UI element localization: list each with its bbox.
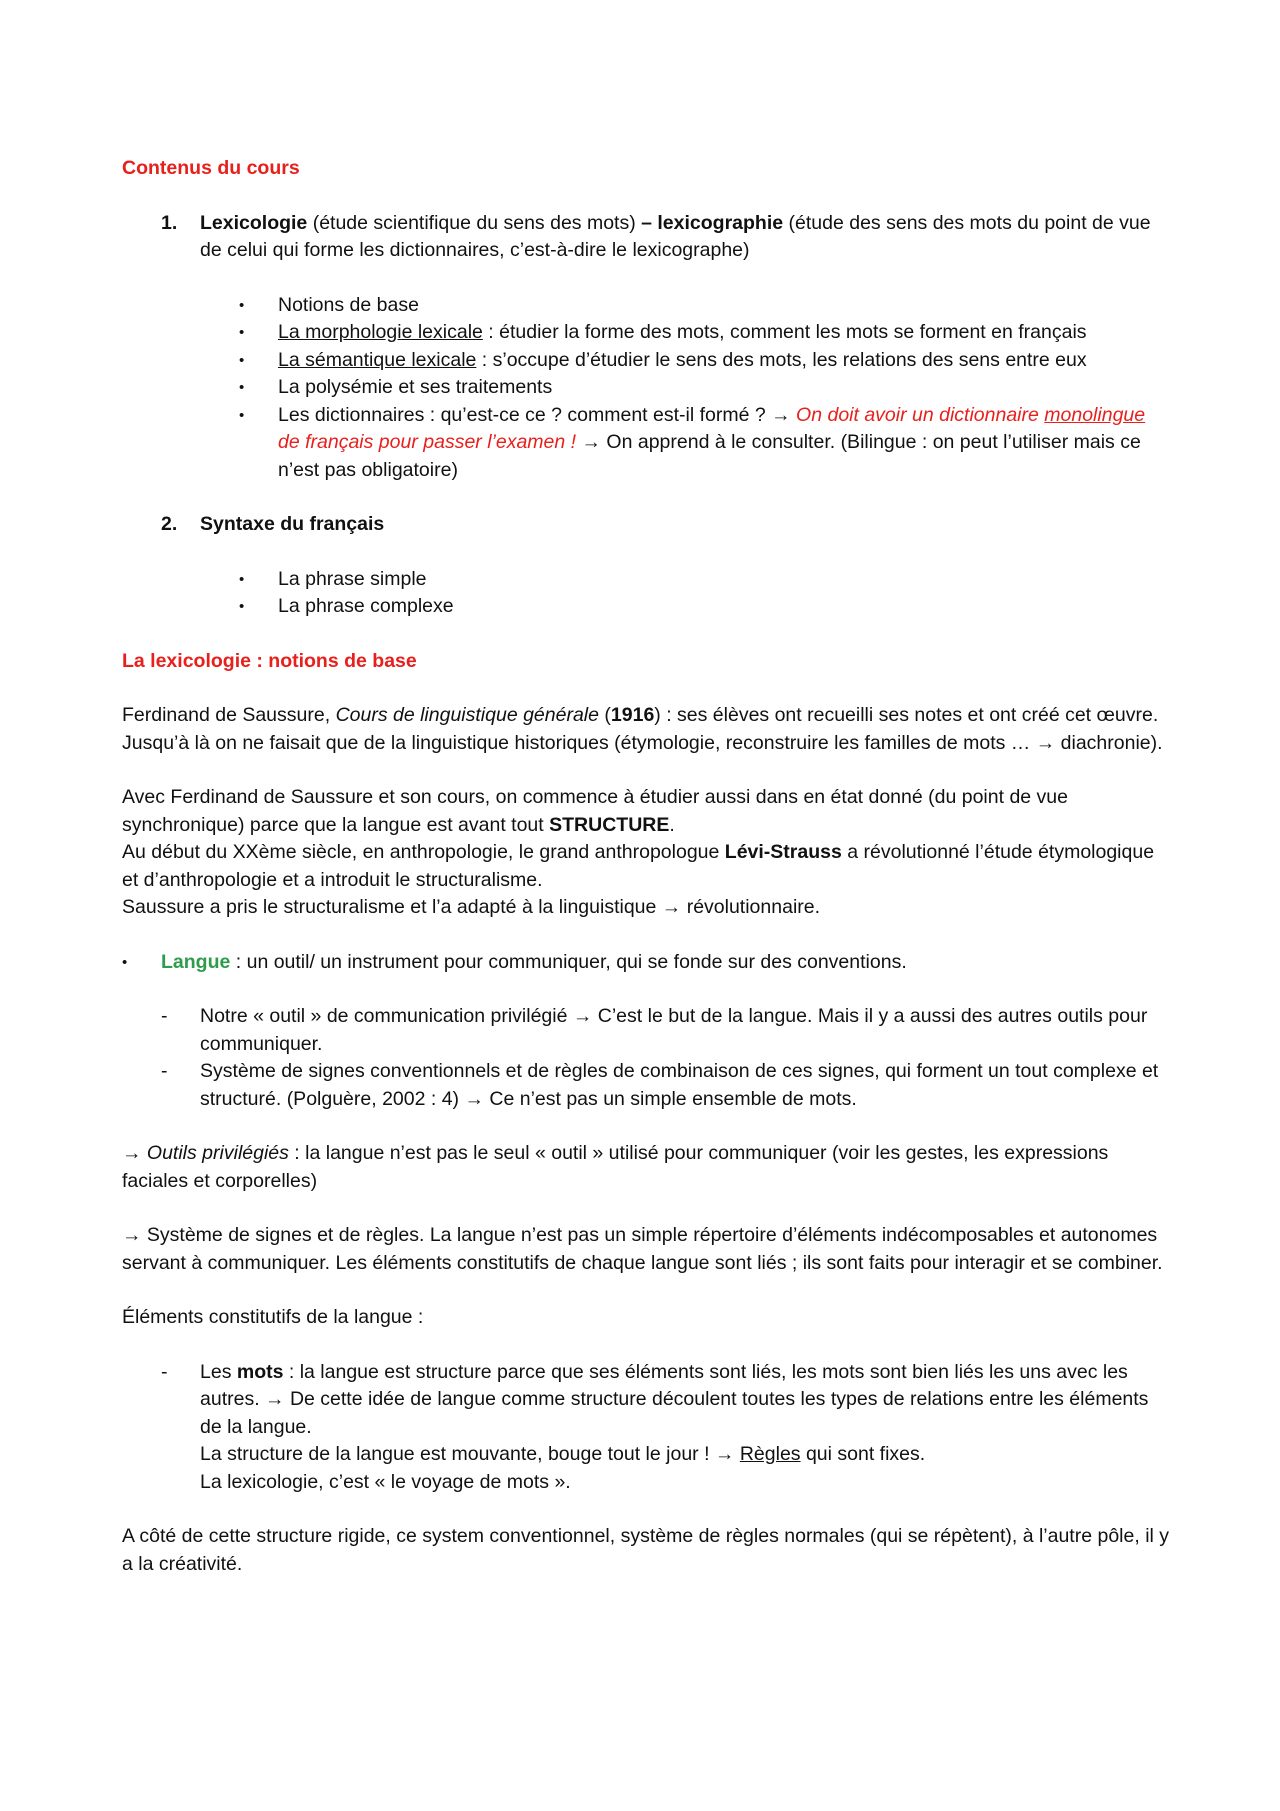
heading-lexicologie: La lexicologie : notions de base [122, 649, 417, 672]
text: La structure de la langue est mouvante, bouge tout le jour ! → [200, 1443, 740, 1465]
heading-contenus: Contenus du cours [122, 157, 300, 179]
text: La lexicologie, c’est « le voyage de mots ». [200, 1470, 571, 1493]
term-outils: Outils privilégiés [146, 1142, 289, 1164]
term-langue: Langue [161, 950, 231, 973]
list-item [122, 593, 1172, 621]
term-lexicographie: – lexicographie [641, 211, 784, 234]
list-item-term: La sémantique lexicale [278, 348, 477, 371]
keyword-structure: STRUCTURE [549, 813, 670, 836]
text: ) : ses élèves ont recueilli ses notes et ont créé cet œuvre. [654, 704, 1159, 726]
bullet-icon: • [239, 324, 245, 341]
list-item-text: : s’occupe d’étudier le sens des mots, les relations des sens entre eux [476, 348, 1087, 371]
list-item [122, 1359, 1172, 1497]
dash-icon: - [161, 1360, 168, 1383]
document-body [122, 155, 1172, 1605]
list-item [122, 347, 1172, 375]
list-item-text: : étudier la forme des mots, comment les mots se forment en français [482, 321, 1087, 343]
item-number: 1. [161, 211, 178, 234]
list-item-term: La morphologie lexicale [278, 321, 483, 343]
list-item-text: La polysémie et ses traitements [278, 376, 553, 398]
list-item [122, 374, 1172, 402]
dash-icon: - [161, 1060, 168, 1082]
exam-note-part: On doit avoir un dictionnaire [796, 403, 1045, 426]
numbered-item-syntaxe [122, 511, 1172, 539]
text: Jusqu’à là on ne faisait que de la linguistique historiques (étymologie, reconstruire les familles de mots … → diachronie). [122, 731, 1163, 754]
paragraph-systeme: → Système de signes et de règles. La langue n’est pas un simple répertoire d’éléments indécomposables et autonomes servant à communiquer. Les éléments constitutifs de chaque langue sont liés ; ils sont faits pour interagir et se combiner. [122, 1224, 1163, 1274]
bullet-langue [122, 949, 1172, 977]
text: Ferdinand de Saussure, [122, 704, 336, 726]
list-item-text: Notre « outil » de communication privilégié → C’est le but de la langue. Mais il y a aussi des autres outils pour communiquer. [200, 1005, 1148, 1055]
list-item [122, 566, 1172, 594]
bullet-list-syntaxe [122, 566, 1172, 621]
bullet-icon: • [239, 598, 245, 615]
term-lexicologie: Lexicologie [200, 211, 308, 234]
item-number: 2. [161, 513, 178, 535]
list-item-text: Notions de base [278, 293, 419, 316]
dash-list-mots [122, 1359, 1172, 1497]
text: . [669, 813, 675, 836]
bullet-icon: • [122, 953, 128, 971]
bullet-list-lexicologie [122, 292, 1172, 485]
numbered-item-lexicologie [122, 210, 1172, 265]
year: 1916 [610, 704, 655, 726]
dash-list-langue [122, 1003, 1172, 1113]
term-mots: mots [236, 1360, 284, 1383]
text: a révolutionné l’étude étymologique et d’anthropologie et a introduit le structuralisme. [122, 841, 1155, 891]
text: Au début du XXème siècle, en anthropologie, le grand anthropologue [122, 841, 725, 863]
book-title: Cours de linguistique générale [335, 704, 599, 726]
paragraph-saussure [122, 702, 1172, 757]
paragraph-creativite: A côté de cette structure rigide, ce system conventionnel, système de règles normales (qui se répètent), à l’autre pôle, il y a la créativité. [122, 1525, 1170, 1575]
arrow-icon: → [122, 1142, 147, 1164]
item-title: Syntaxe du français [200, 513, 385, 535]
list-item-text: La phrase simple [278, 567, 427, 590]
list-item-text: → On apprend à le consulter. (Bilingue : on peut l’utiliser mais ce n’est pas obligatoire) [278, 431, 1141, 481]
text: Saussure a pris le structuralisme et l’a adapté à la linguistique → révolutionnaire. [122, 896, 821, 918]
def-langue: : un outil/ un instrument pour communiquer, qui se fonde sur des conventions. [230, 950, 907, 973]
list-item [122, 319, 1172, 347]
bullet-icon: • [239, 379, 245, 396]
bullet-icon: • [239, 406, 245, 424]
paragraph-structure [122, 784, 1172, 922]
list-item [122, 1058, 1172, 1113]
paragraph-outils [122, 1140, 1172, 1195]
text: Avec Ferdinand de Saussure et son cours, on commence à étudier aussi dans en état donné (du point de vue synchronique) parce que la langue est avant tout [122, 786, 1068, 836]
exam-note-underlined: monolingue [1044, 403, 1146, 426]
text: Les [200, 1360, 237, 1383]
def-lexicographie: (étude des sens des mots du point de vue de celui qui forme les dictionnaires, c’est-à-dire le lexicographe) [200, 211, 1151, 261]
list-item-text: Les dictionnaires : qu’est-ce ce ? comment est-il formé ? → [278, 403, 797, 426]
list-item-text: Système de signes conventionnels et de règles de combinaison de ces signes, qui forment un tout complexe et structuré. (Polguère, 2002 : 4) → Ce n’est pas un simple ensemble de mots. [200, 1060, 1159, 1110]
list-item-text: La phrase complexe [278, 595, 454, 617]
exam-note-part: de français pour passer l’examen ! [278, 431, 577, 453]
list-item [122, 1003, 1172, 1058]
def-lexicologie: (étude scientifique du sens des mots) [307, 211, 642, 234]
text: qui sont fixes. [800, 1443, 926, 1465]
list-item [122, 292, 1172, 320]
term-regles: Règles [739, 1443, 801, 1465]
text: ( [598, 704, 611, 726]
paragraph-elements: Éléments constitutifs de la langue : [122, 1306, 424, 1328]
text: : la langue n’est pas le seul « outil » utilisé pour communiquer (voir les gestes, les expressions faciales et corporelles) [122, 1142, 1109, 1192]
bullet-icon: • [239, 570, 245, 588]
name-levi-strauss: Lévi-Strauss [724, 841, 842, 863]
dash-icon: - [161, 1005, 168, 1027]
bullet-icon: • [239, 296, 245, 314]
text: : la langue est structure parce que ses éléments sont liés, les mots sont bien liés les uns avec les autres. → De cette idée de langue comme structure découlent toutes les types de relations entre les éléments de la langue. [200, 1360, 1149, 1438]
list-item [122, 402, 1172, 485]
bullet-icon: • [239, 351, 245, 369]
